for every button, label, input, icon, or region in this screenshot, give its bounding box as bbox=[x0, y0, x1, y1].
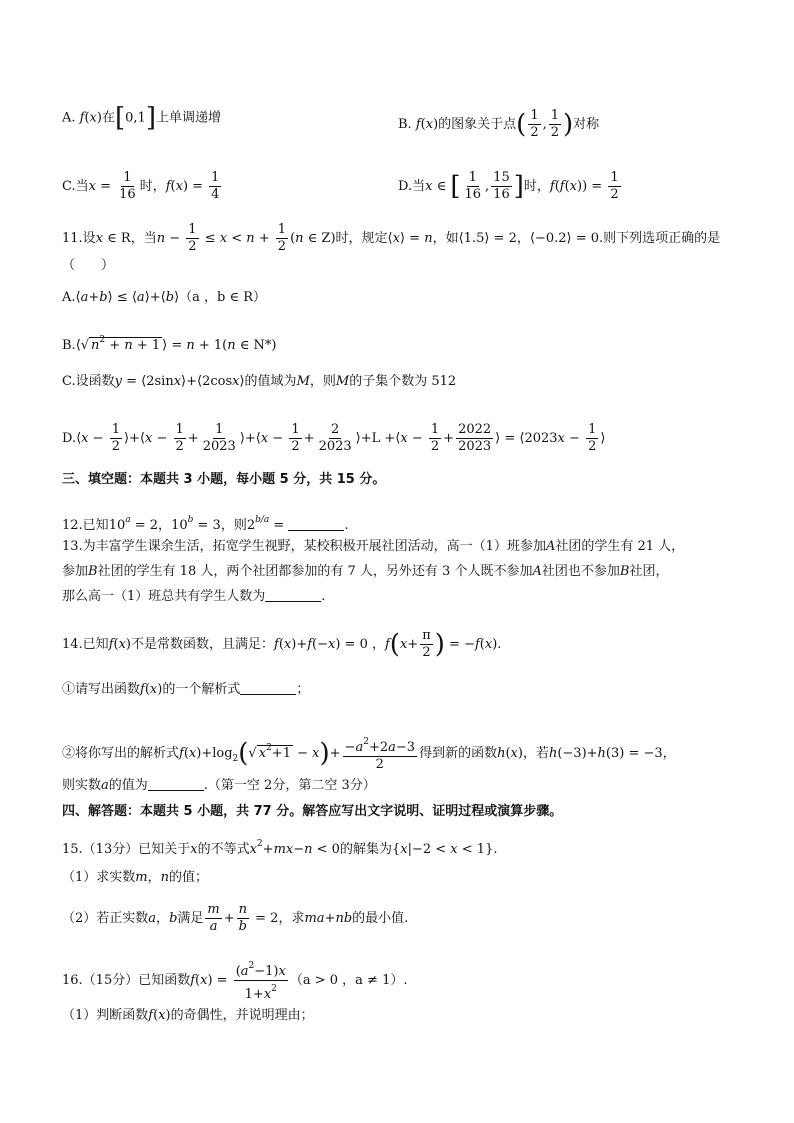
q14-text2: 不是常数函数，且满足： bbox=[131, 637, 275, 652]
q12-text: 12.已知 bbox=[62, 518, 109, 533]
q15-p1b: ， bbox=[147, 870, 161, 885]
q14-sub1b: 的一个解析式 bbox=[162, 682, 241, 697]
section-heading bbox=[62, 470, 385, 490]
q16-text: 16.（15分）已知函数 bbox=[62, 973, 191, 988]
answer-blank[interactable] bbox=[240, 680, 296, 695]
q10-option-b: B. f(x)的图象关于点( $\frac{1}{2}$ , $\frac{1}{2}$ )对称 bbox=[398, 108, 600, 140]
q13-line2: 参加B社团的学生有 18 人，两个社团都参加的有 7 人，另外还有 3 个人既不参加A社团也不参加B社团， bbox=[62, 564, 669, 579]
q14-part2-cont: 则实数a的值为 .（第一空 2分，第二空 3分） bbox=[62, 778, 376, 793]
q11-option-c: C.设函数y = ⟨2sinx⟩+⟨2cosx⟩的值域为M，则M的子集个数为 512 bbox=[62, 374, 457, 389]
option-text: （a ，b ∈ R） bbox=[179, 290, 267, 305]
q13-line3 bbox=[62, 587, 325, 607]
q13-text: 那么高一（1）班总共有学生人数为 bbox=[62, 589, 266, 604]
answer-blank[interactable] bbox=[265, 587, 321, 602]
option-text-end: 对称 bbox=[573, 117, 600, 132]
q13-text-c: 社团也不参加 bbox=[541, 564, 620, 579]
q16-stem: 16.（15分）已知函数f(x) = $\frac{(a^2-1)x}{1+x^2}$ （a > 0 ，a ≠ 1）. bbox=[62, 958, 407, 1003]
option-label: A. bbox=[62, 110, 80, 126]
q15-p2b: ， bbox=[156, 911, 170, 926]
q12-end: . bbox=[344, 518, 349, 533]
q11-option-b: B.⟨√ $n^2 + n + 1$ ⟩ = n + 1(n ∈ N*) bbox=[62, 335, 277, 353]
q13-text-d: 社团， bbox=[629, 564, 669, 579]
q16-p1: （1）判断函数 bbox=[62, 1008, 149, 1023]
q13-text: 参加 bbox=[62, 564, 89, 579]
q13-text: 13.为丰富学生课余生活，拓宽学生视野，某校积极开展社团活动，高一（1）班参加 bbox=[62, 539, 546, 554]
option-text: 的图象关于点 bbox=[438, 117, 517, 132]
q13-line1: 13.为丰富学生课余生活，拓宽学生视野，某校积极开展社团活动，高一（1）班参加A社团的学生有 21 人， bbox=[62, 539, 685, 554]
q11-stem-text2: ，当 bbox=[130, 231, 157, 246]
q14-stem: 14.已知f(x)不是常数函数，且满足：f(x)+f(−x) = 0 ，f(x+ $\frac{\pi}{2}$ ) = −f(x). bbox=[62, 628, 502, 660]
option-label: C.当 bbox=[62, 179, 89, 194]
q14-sub1: ①请写出函数 bbox=[62, 682, 141, 697]
q14-part2: ②将你写出的解析式$f(x)+\log_2(√$ $x^2+1 - x)+$ $\frac{-a^2+2a-3}{2}$ 得到新的函数h(x)，若h(−3)+h(3) = −3， bbox=[62, 734, 676, 773]
q14-sub1-end: ； bbox=[296, 682, 310, 697]
q14-sub2c: ，若 bbox=[522, 746, 549, 761]
q14-text: 14.已知 bbox=[62, 637, 109, 652]
q15-stem: 15.（13分）已知关于x的不等式$x^2+mx-n < 0$的解集为{x|−2 < x < 1}. bbox=[62, 839, 498, 857]
q16-p1b: 的奇偶性，并说明理由； bbox=[170, 1008, 314, 1023]
q15-part2: （2）若正实数a，b满足 $\frac{m}{a}$ + $\frac{n}{b}$ = 2，求ma+nb的最小值. bbox=[62, 902, 409, 934]
q15-p2d: ，求 bbox=[278, 911, 305, 926]
q11-stem-text5: ， bbox=[516, 231, 530, 246]
q14-sub2g: .（第一空 2分，第二空 3分） bbox=[203, 778, 376, 793]
q11-option-a: A.⟨a+b⟩ ≤ ⟨a⟩+⟨b⟩（a ，b ∈ R） bbox=[62, 290, 267, 305]
q15-p2e: 的最小值. bbox=[352, 911, 409, 926]
q11-stem-text4: ，如 bbox=[432, 231, 459, 246]
answer-blank[interactable] bbox=[288, 516, 344, 531]
option-label: B. bbox=[62, 338, 76, 353]
option-text: 时， bbox=[139, 179, 166, 194]
q15-text: 15.（13分）已知关于 bbox=[62, 842, 191, 857]
q10-option-c: C.当x = $\frac{1}{16}$ 时，f(x) = $\frac{1}{4}$ bbox=[62, 170, 220, 202]
option-label: D. bbox=[62, 431, 77, 446]
q14-sub2b: 得到新的函数 bbox=[419, 746, 498, 761]
q12-text2: ， bbox=[158, 518, 172, 533]
answer-paren: （ ） bbox=[62, 258, 115, 273]
q11-paren bbox=[62, 256, 114, 276]
q14-sub2f: 的值为 bbox=[108, 778, 148, 793]
q15-p2c: 满足 bbox=[177, 911, 204, 926]
answer-blank[interactable] bbox=[148, 776, 204, 791]
q15-p1: （1）求实数 bbox=[62, 870, 136, 885]
q12: 12.已知$10^a = 2$，$10^b = 3$，则$2^{b/a}$ = . bbox=[62, 515, 349, 533]
q14-sub2: ②将你写出的解析式 bbox=[62, 746, 180, 761]
option-text2: ，则 bbox=[309, 374, 336, 389]
q14-sub2d: ， bbox=[662, 746, 676, 761]
q10-option-d: D.当x ∈ [ $\frac{1}{16}$ , $\frac{15}{16}$ ]时，f(f(x)) = $\frac{1}{2}$ bbox=[398, 170, 619, 202]
q10-option-a: A. f(x)在[0,1]上单调递增 bbox=[62, 103, 221, 133]
q15-text3: 的解集为 bbox=[339, 842, 392, 857]
q15-p2: （2）若正实数 bbox=[62, 911, 149, 926]
q15-p1c: 的值； bbox=[169, 870, 209, 885]
q15-part1: （1）求实数m，n的值； bbox=[62, 870, 209, 885]
q14-part1: ①请写出函数f(x)的一个解析式 ； bbox=[62, 682, 310, 697]
option-label: A. bbox=[62, 290, 76, 305]
section-3-heading: 三、填空题：本题共 3 小题，每小题 5 分，共 15 分。 bbox=[62, 472, 386, 487]
q11-option-d: D.⟨x − $\frac{1}{2}$ ⟩+⟨x − $\frac{1}{2}$ + $\frac{1}{2023}$ ⟩+⟨x − $\frac{1}{2}$ + $\frac{2}{2023}$ ⟩+L +⟨x − $\frac{1}{2}$ + $\frac{2022}{2023}$ ⟩ = ⟨2023x − $\frac{1}{2}$ ⟩ bbox=[62, 422, 606, 454]
option-text: 时， bbox=[523, 179, 550, 194]
q13-end: . bbox=[321, 589, 326, 604]
q11-stem-text: 11.设 bbox=[62, 231, 96, 246]
q11-stem-text6: .则下列选项正确的是 bbox=[599, 231, 721, 246]
option-label: D.当 bbox=[398, 179, 426, 194]
q12-text3: ，则 bbox=[220, 518, 247, 533]
q13-text-b: 社团的学生有 21 人， bbox=[555, 539, 685, 554]
option-text: 的值域为 bbox=[244, 374, 297, 389]
option-text3: 的子集个数为 512 bbox=[349, 374, 457, 389]
q11-stem: 11.设x ∈ R，当n − $\frac{1}{2}$ ≤ x < n + $\frac{1}{2}$ (n ∈ Z)时，规定⟨x⟩ = n，如⟨1.5⟩ = 2，⟨−0.2⟩ = 0.则下列选项正确的是 bbox=[62, 222, 721, 254]
q15-text2: 的不等式 bbox=[197, 842, 250, 857]
section-4-heading: 四、解答题：本题共 5 小题，共 77 分。解答应写出文字说明、证明过程或演算步骤。 bbox=[62, 804, 563, 819]
q14-sub2e: 则实数 bbox=[62, 778, 102, 793]
option-label: C.设函数 bbox=[62, 374, 115, 389]
option-label: B. bbox=[398, 117, 416, 132]
q16-text2: （a > 0 ，a ≠ 1）. bbox=[289, 973, 408, 988]
q11-stem-text3: 时，规定 bbox=[335, 231, 388, 246]
option-text: 上单调递增 bbox=[155, 110, 221, 126]
q15-text4: . bbox=[493, 842, 498, 857]
q13-text-b: 社团的学生有 18 人，两个社团都参加的有 7 人，另外还有 3 个人既不参加 bbox=[97, 564, 533, 579]
q16-part1: （1）判断函数f(x)的奇偶性，并说明理由； bbox=[62, 1008, 314, 1023]
section-heading bbox=[62, 802, 562, 822]
